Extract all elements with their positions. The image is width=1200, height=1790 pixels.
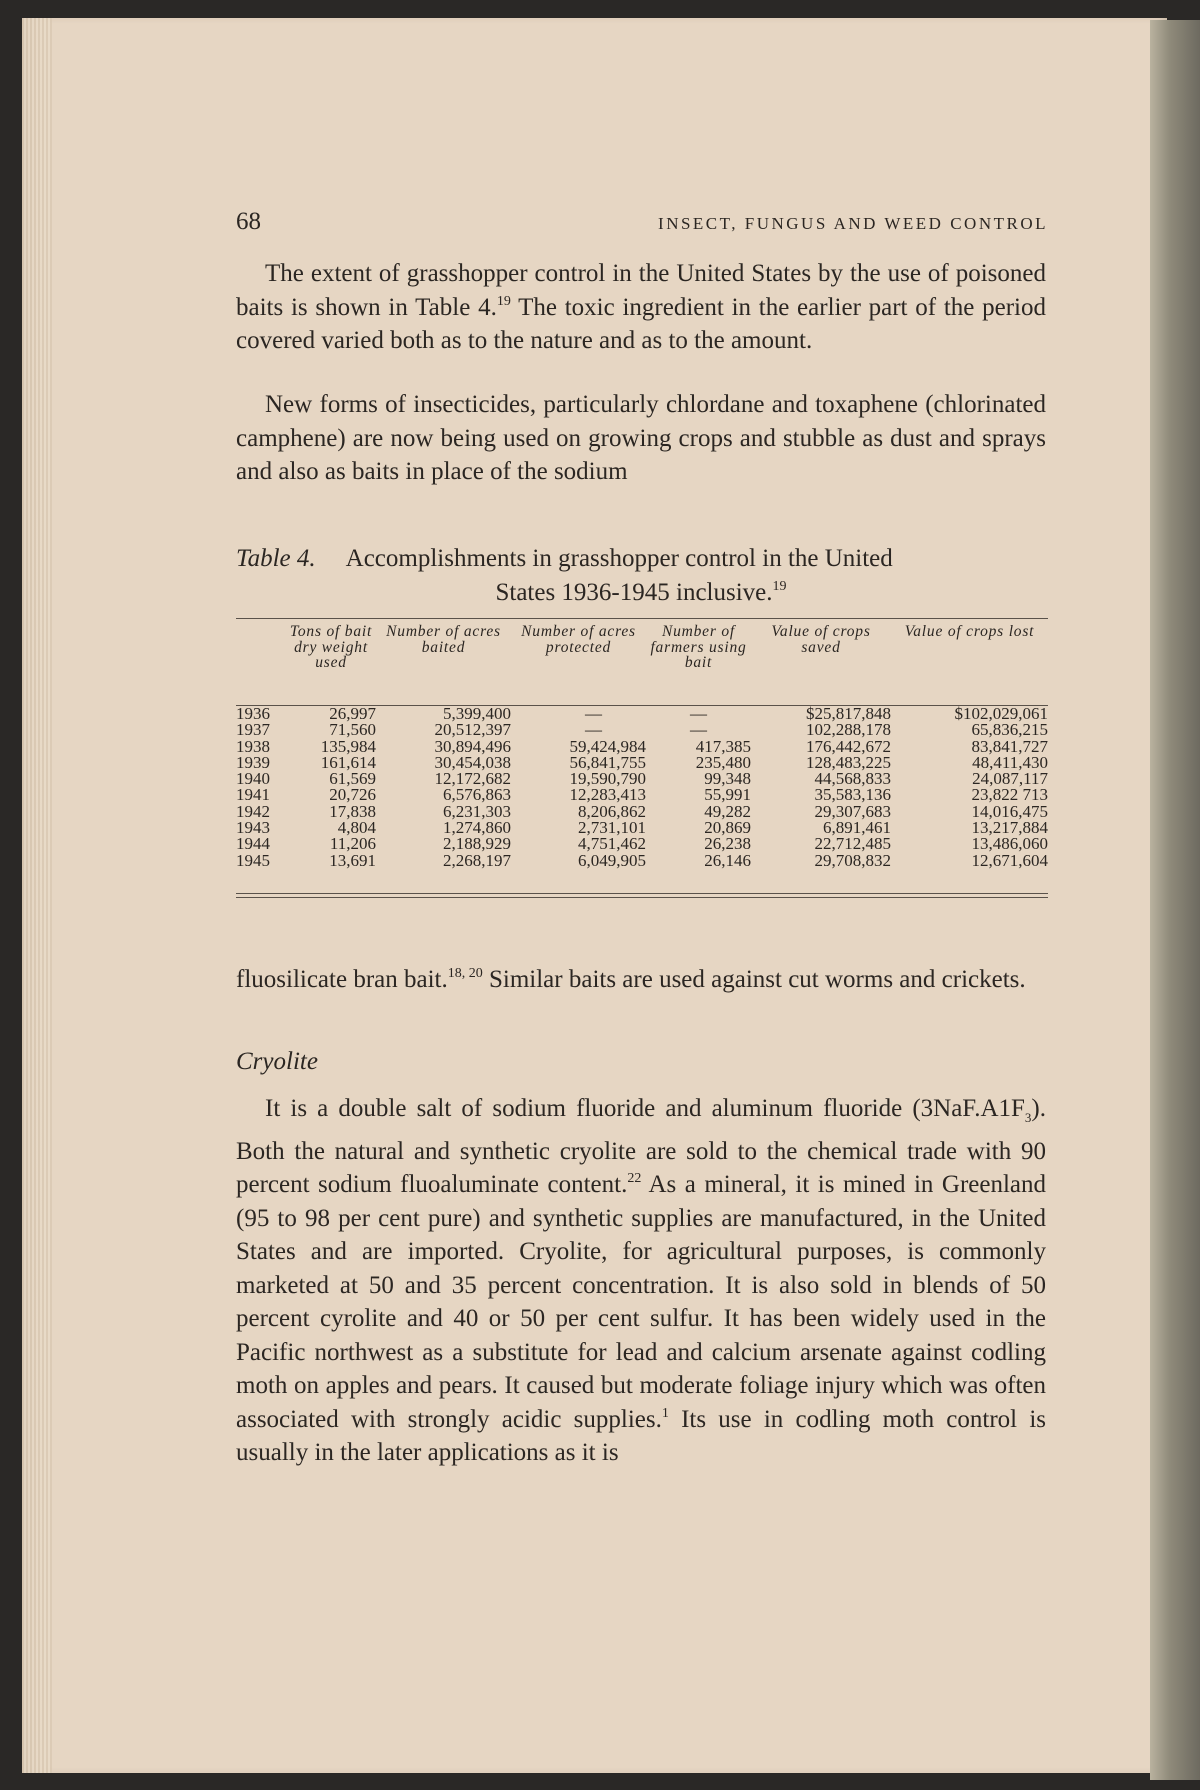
table-cell: 20,726 <box>329 785 376 805</box>
table-cell: 12,671,604 <box>971 850 1048 870</box>
table-cell: 17,838 <box>329 801 376 821</box>
paragraph-2 <box>236 388 1046 489</box>
table-cell: 30,894,496 <box>434 736 511 756</box>
section-heading: Cryolite <box>236 1048 318 1075</box>
table-cell: 29,708,832 <box>814 850 891 870</box>
year-cell: 1939 <box>236 752 270 772</box>
table-cell: 26,146 <box>704 850 751 870</box>
text: fluosilicate bran bait. <box>236 966 448 993</box>
text: ). Both the natural and synthetic cryolite are sold to the chemical trade with 90 percent sodium fluoaluminate content. <box>236 1095 1046 1198</box>
table-cell: 135,984 <box>320 736 376 756</box>
table-row <box>236 853 1048 869</box>
table-cell: — <box>585 720 602 740</box>
table-cell: 29,307,683 <box>814 801 891 821</box>
table-cell: 59,424,984 <box>569 736 646 756</box>
table-label: Table 4. <box>236 545 316 572</box>
page-header <box>236 208 1048 236</box>
data-table <box>236 624 1048 869</box>
table-cell: 55,991 <box>704 785 751 805</box>
table-cell: 56,841,755 <box>569 752 646 772</box>
subscript: 3 <box>1024 1110 1032 1125</box>
footnote-ref: 19 <box>772 579 787 594</box>
text: Similar baits are used against cut worms and crickets. <box>482 966 1026 993</box>
table-cell: 19,590,790 <box>569 769 646 789</box>
table-cell: 6,576,863 <box>443 785 511 805</box>
table-cell: — <box>690 720 707 740</box>
table-cell: 8,206,862 <box>578 801 646 821</box>
year-cell: 1943 <box>236 818 270 838</box>
table-cell: 83,841,727 <box>971 736 1048 756</box>
paragraph-3 <box>236 963 1046 997</box>
column-header: Number of acres baited <box>386 623 501 656</box>
table-cell: 1,274,860 <box>443 818 511 838</box>
table-cell: 128,483,225 <box>806 752 891 772</box>
table-cell: 26,997 <box>329 704 376 723</box>
table-cell: 61,569 <box>329 769 376 789</box>
year-cell: 1942 <box>236 801 270 821</box>
page-number: 68 <box>236 208 261 235</box>
table-cell: 44,568,833 <box>814 769 891 789</box>
table-cell: 20,869 <box>704 818 751 838</box>
table-cell: 2,731,101 <box>578 818 646 838</box>
column-header: Value of crops saved <box>771 623 871 656</box>
table-cell: 13,217,884 <box>971 818 1048 838</box>
table-cell: 2,188,929 <box>443 834 511 854</box>
table-cell: 30,454,038 <box>434 752 511 772</box>
table-bottom-rule <box>236 897 1048 898</box>
table-cell: 6,231,303 <box>443 801 511 821</box>
table-cell: 417,385 <box>695 736 751 756</box>
footnote-ref: 19 <box>496 293 511 309</box>
paragraph-4 <box>236 1092 1046 1470</box>
table-cell: 20,512,397 <box>434 720 511 740</box>
table-cell: 24,087,117 <box>972 769 1048 789</box>
column-header: Value of crops lost <box>904 623 1035 640</box>
text: Its use in codling moth control is usually in the later applications as it is <box>236 1405 1046 1466</box>
table-cell: 71,560 <box>329 720 376 740</box>
year-cell: 1936 <box>236 704 270 723</box>
table-cell: 49,282 <box>704 801 751 821</box>
table-cell: 2,268,197 <box>443 850 511 870</box>
page-edges <box>22 18 52 1773</box>
table-cell: 14,016,475 <box>971 801 1048 821</box>
table-cell: 235,480 <box>695 752 751 772</box>
running-head: INSECT, FUNGUS AND WEED CONTROL <box>658 214 1048 233</box>
table-cell: 102,288,178 <box>806 720 891 740</box>
table-cell: 35,583,136 <box>814 785 891 805</box>
table-bottom-rule <box>236 893 1048 894</box>
table-cell: 6,049,905 <box>578 850 646 870</box>
text: New forms of insecticides, particularly chlordane and toxaphene (chlorinated camphene) are now being used on growing crops and stubble as dust and sprays and also as baits in place of the sodium <box>236 391 1046 485</box>
column-header: Number of acres protected <box>521 623 636 656</box>
table-cell: 13,486,060 <box>971 834 1048 854</box>
table-caption <box>236 542 1046 610</box>
table-cell: $25,817,848 <box>806 704 891 723</box>
column-header: Number of farmers using bait <box>650 623 747 671</box>
year-cell: 1938 <box>236 736 270 756</box>
text: The toxic ingredient in the earlier part of the period covered varied both as to the nature and as to the amount. <box>236 293 1046 354</box>
year-cell: 1944 <box>236 834 270 854</box>
table-cell: 6,891,461 <box>823 818 891 838</box>
table-cell: 4,804 <box>337 818 376 838</box>
paragraph-1 <box>236 257 1046 358</box>
text: It is a double salt of sodium fluoride and aluminum fluoride (3NaF.A1F <box>265 1095 1025 1122</box>
table-cell: 23,822 713 <box>971 785 1048 805</box>
table-cell: 26,238 <box>704 834 751 854</box>
table-cell: 22,712,485 <box>814 834 891 854</box>
table-cell: 48,411,430 <box>972 752 1048 772</box>
table-cell: 4,751,462 <box>578 834 646 854</box>
year-cell: 1941 <box>236 785 270 805</box>
table-cell: 65,836,215 <box>971 720 1048 740</box>
table-cell: 99,348 <box>704 769 751 789</box>
footnote-ref: 22 <box>627 1171 642 1186</box>
table-cell: $102,029,061 <box>954 704 1048 723</box>
text: The extent of grasshopper control in the United States by the use of poisoned baits is shown in Table 4. <box>236 260 1046 321</box>
column-header: Tons of bait dry weight used <box>289 623 373 671</box>
footnote-ref: 18, 20 <box>447 966 483 981</box>
table-cell: 12,283,413 <box>569 785 646 805</box>
year-cell: 1945 <box>236 850 270 870</box>
caption-text: States 1936-1945 inclusive. <box>495 579 773 606</box>
table-cell: 161,614 <box>320 752 376 772</box>
table-cell: 12,172,682 <box>434 769 511 789</box>
table-cell: — <box>690 704 707 723</box>
table-cell: 13,691 <box>329 850 376 870</box>
column-header <box>236 624 286 706</box>
table-cell: 11,206 <box>329 834 376 854</box>
book-spine <box>1150 20 1200 1780</box>
text: As a mineral, it is mined in Greenland (95 to 98 per cent pure) and synthetic supplies are manufactured, in the United States and are imported. Cryolite, for agricultural purposes, is commonly marketed at 50 and 35 percent concentration. It is also sold in blends of 50 percent cyrolite and 40 or 50 per cent sulfur. It has been widely used in the Pacific northwest as a substitute for lead and calcium arsenate against codling moth on apples and pears. It caused but moderate foliage injury which was often associated with strongly acidic supplies. <box>236 1171 1047 1433</box>
year-cell: 1940 <box>236 769 270 789</box>
table-cell: — <box>585 704 602 723</box>
table-cell: 176,442,672 <box>806 736 891 756</box>
caption-text: Accomplishments in grasshopper control in the United <box>345 545 893 572</box>
year-cell: 1937 <box>236 720 270 740</box>
table-cell: 5,399,400 <box>443 704 511 723</box>
footnote-ref: 1 <box>661 1405 669 1421</box>
table-top-rule <box>236 618 1048 619</box>
